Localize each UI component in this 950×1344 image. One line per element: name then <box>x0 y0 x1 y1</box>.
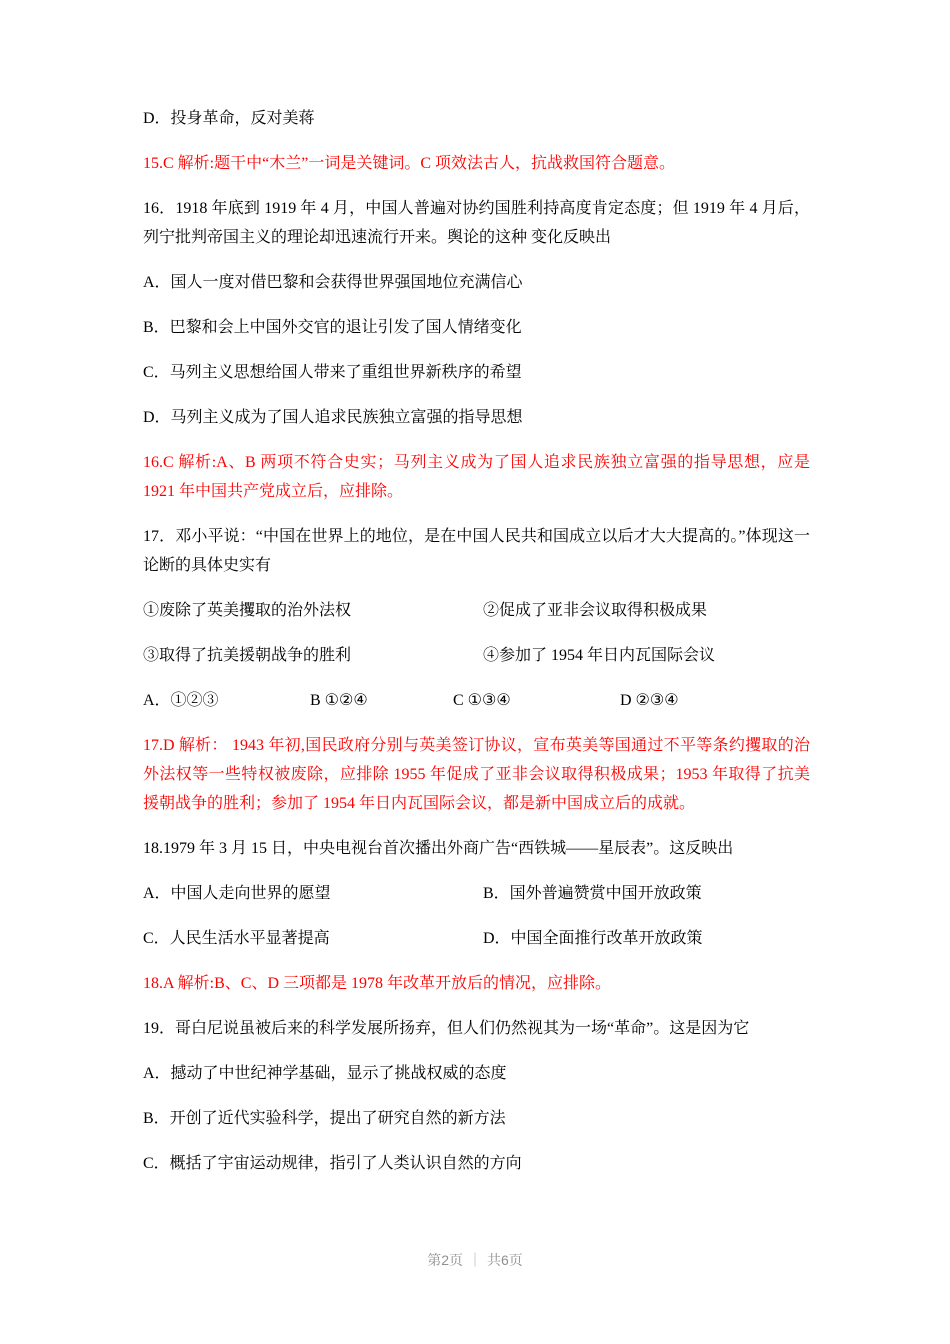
q18-explanation: 18.A 解析:B、C、D 三项都是 1978 年改革开放后的情况，应排除。 <box>143 975 612 992</box>
footer-separator: ｜ <box>468 1252 482 1268</box>
q16-option-a: A．国人一度对借巴黎和会获得世界强国地位充满信心 <box>143 274 523 291</box>
q17-items-row-2 <box>143 641 810 670</box>
q17-items-row-1 <box>143 596 810 625</box>
q18-option-d: D．中国全面推行改革开放政策 <box>483 930 703 947</box>
q17-option-d: D ②③④ <box>620 692 679 709</box>
q16-explanation: 16.C 解析:A、B 两项不符合史实；马列主义成为了国人追求民族独立富强的指导思想，应是 1921 年中国共产党成立后，应排除。 <box>143 454 810 500</box>
q18-option-c: C．人民生活水平显著提高 <box>143 930 330 947</box>
q16-option-d: D．马列主义成为了国人追求民族独立富强的指导思想 <box>143 409 523 426</box>
q15-explanation: 15.C 解析:题干中“木兰”一词是关键词。C 项效法古人，抗战救国符合题意。 <box>143 155 675 172</box>
q17-explanation: 17.D 解析： 1943 年初,国民政府分别与英美签订协议，宣布英美等国通过不平等条约攫取的治外法权等一些特权被废除，应排除 1955 年促成了亚非会议取得积极成果；1953 年取得了抗美援朝战争的胜利；参加了 1954 年日内瓦国际会议，都是新中国成立后的成就。 <box>143 737 810 812</box>
q18-options-row-1 <box>143 879 810 908</box>
q16-option-c: C．马列主义思想给国人带来了重组世界新秩序的希望 <box>143 364 522 381</box>
q17-item-4: ④参加了 1954 年日内瓦国际会议 <box>483 647 716 664</box>
q18-option-b: B．国外普遍赞赏中国开放政策 <box>483 885 702 902</box>
q19-option-c: C．概括了宇宙运动规律，指引了人类认识自然的方向 <box>143 1155 522 1172</box>
q19-stem: 19．哥白尼说虽被后来的科学发展所扬弃，但人们仍然视其为一场“革命”。这是因为它 <box>143 1020 750 1037</box>
q17-item-3: ③取得了抗美援朝战争的胜利 <box>143 647 352 664</box>
q18-options-row-2 <box>143 924 810 953</box>
q17-option-c: C ①③④ <box>453 692 511 709</box>
q17-option-b: B ①②④ <box>310 692 368 709</box>
total-pages: 共6页 <box>487 1252 523 1268</box>
page-indicator: 第2页 <box>427 1252 463 1268</box>
q16-option-b: B．巴黎和会上中国外交官的退让引发了国人情绪变化 <box>143 319 522 336</box>
q17-options-row <box>143 686 810 715</box>
q18-option-a: A．中国人走向世界的愿望 <box>143 885 331 902</box>
q19-option-a: A．撼动了中世纪神学基础，显示了挑战权威的态度 <box>143 1065 507 1082</box>
q17-item-2: ②促成了亚非会议取得积极成果 <box>483 602 708 619</box>
page-footer <box>0 1250 950 1270</box>
q15-option-d: D．投身革命，反对美蒋 <box>143 110 315 127</box>
q19-option-b: B．开创了近代实验科学，提出了研究自然的新方法 <box>143 1110 506 1127</box>
q17-stem: 17．邓小平说：“中国在世界上的地位，是在中国人民共和国成立以后才大大提高的。”体现这一论断的具体史实有 <box>143 528 810 574</box>
q17-item-1: ①废除了英美攫取的治外法权 <box>143 602 352 619</box>
q17-option-a: A．①②③ <box>143 692 219 709</box>
q18-stem: 18.1979 年 3 月 15 日，中央电视台首次播出外商广告“西铁城——星辰表”。这反映出 <box>143 840 734 857</box>
q16-stem: 16．1918 年底到 1919 年 4 月，中国人普遍对协约国胜利持高度肯定态度；但 1919 年 4 月后，列宁批判帝国主义的理论却迅速流行开来。舆论的这种 变化反映出 <box>143 200 810 246</box>
